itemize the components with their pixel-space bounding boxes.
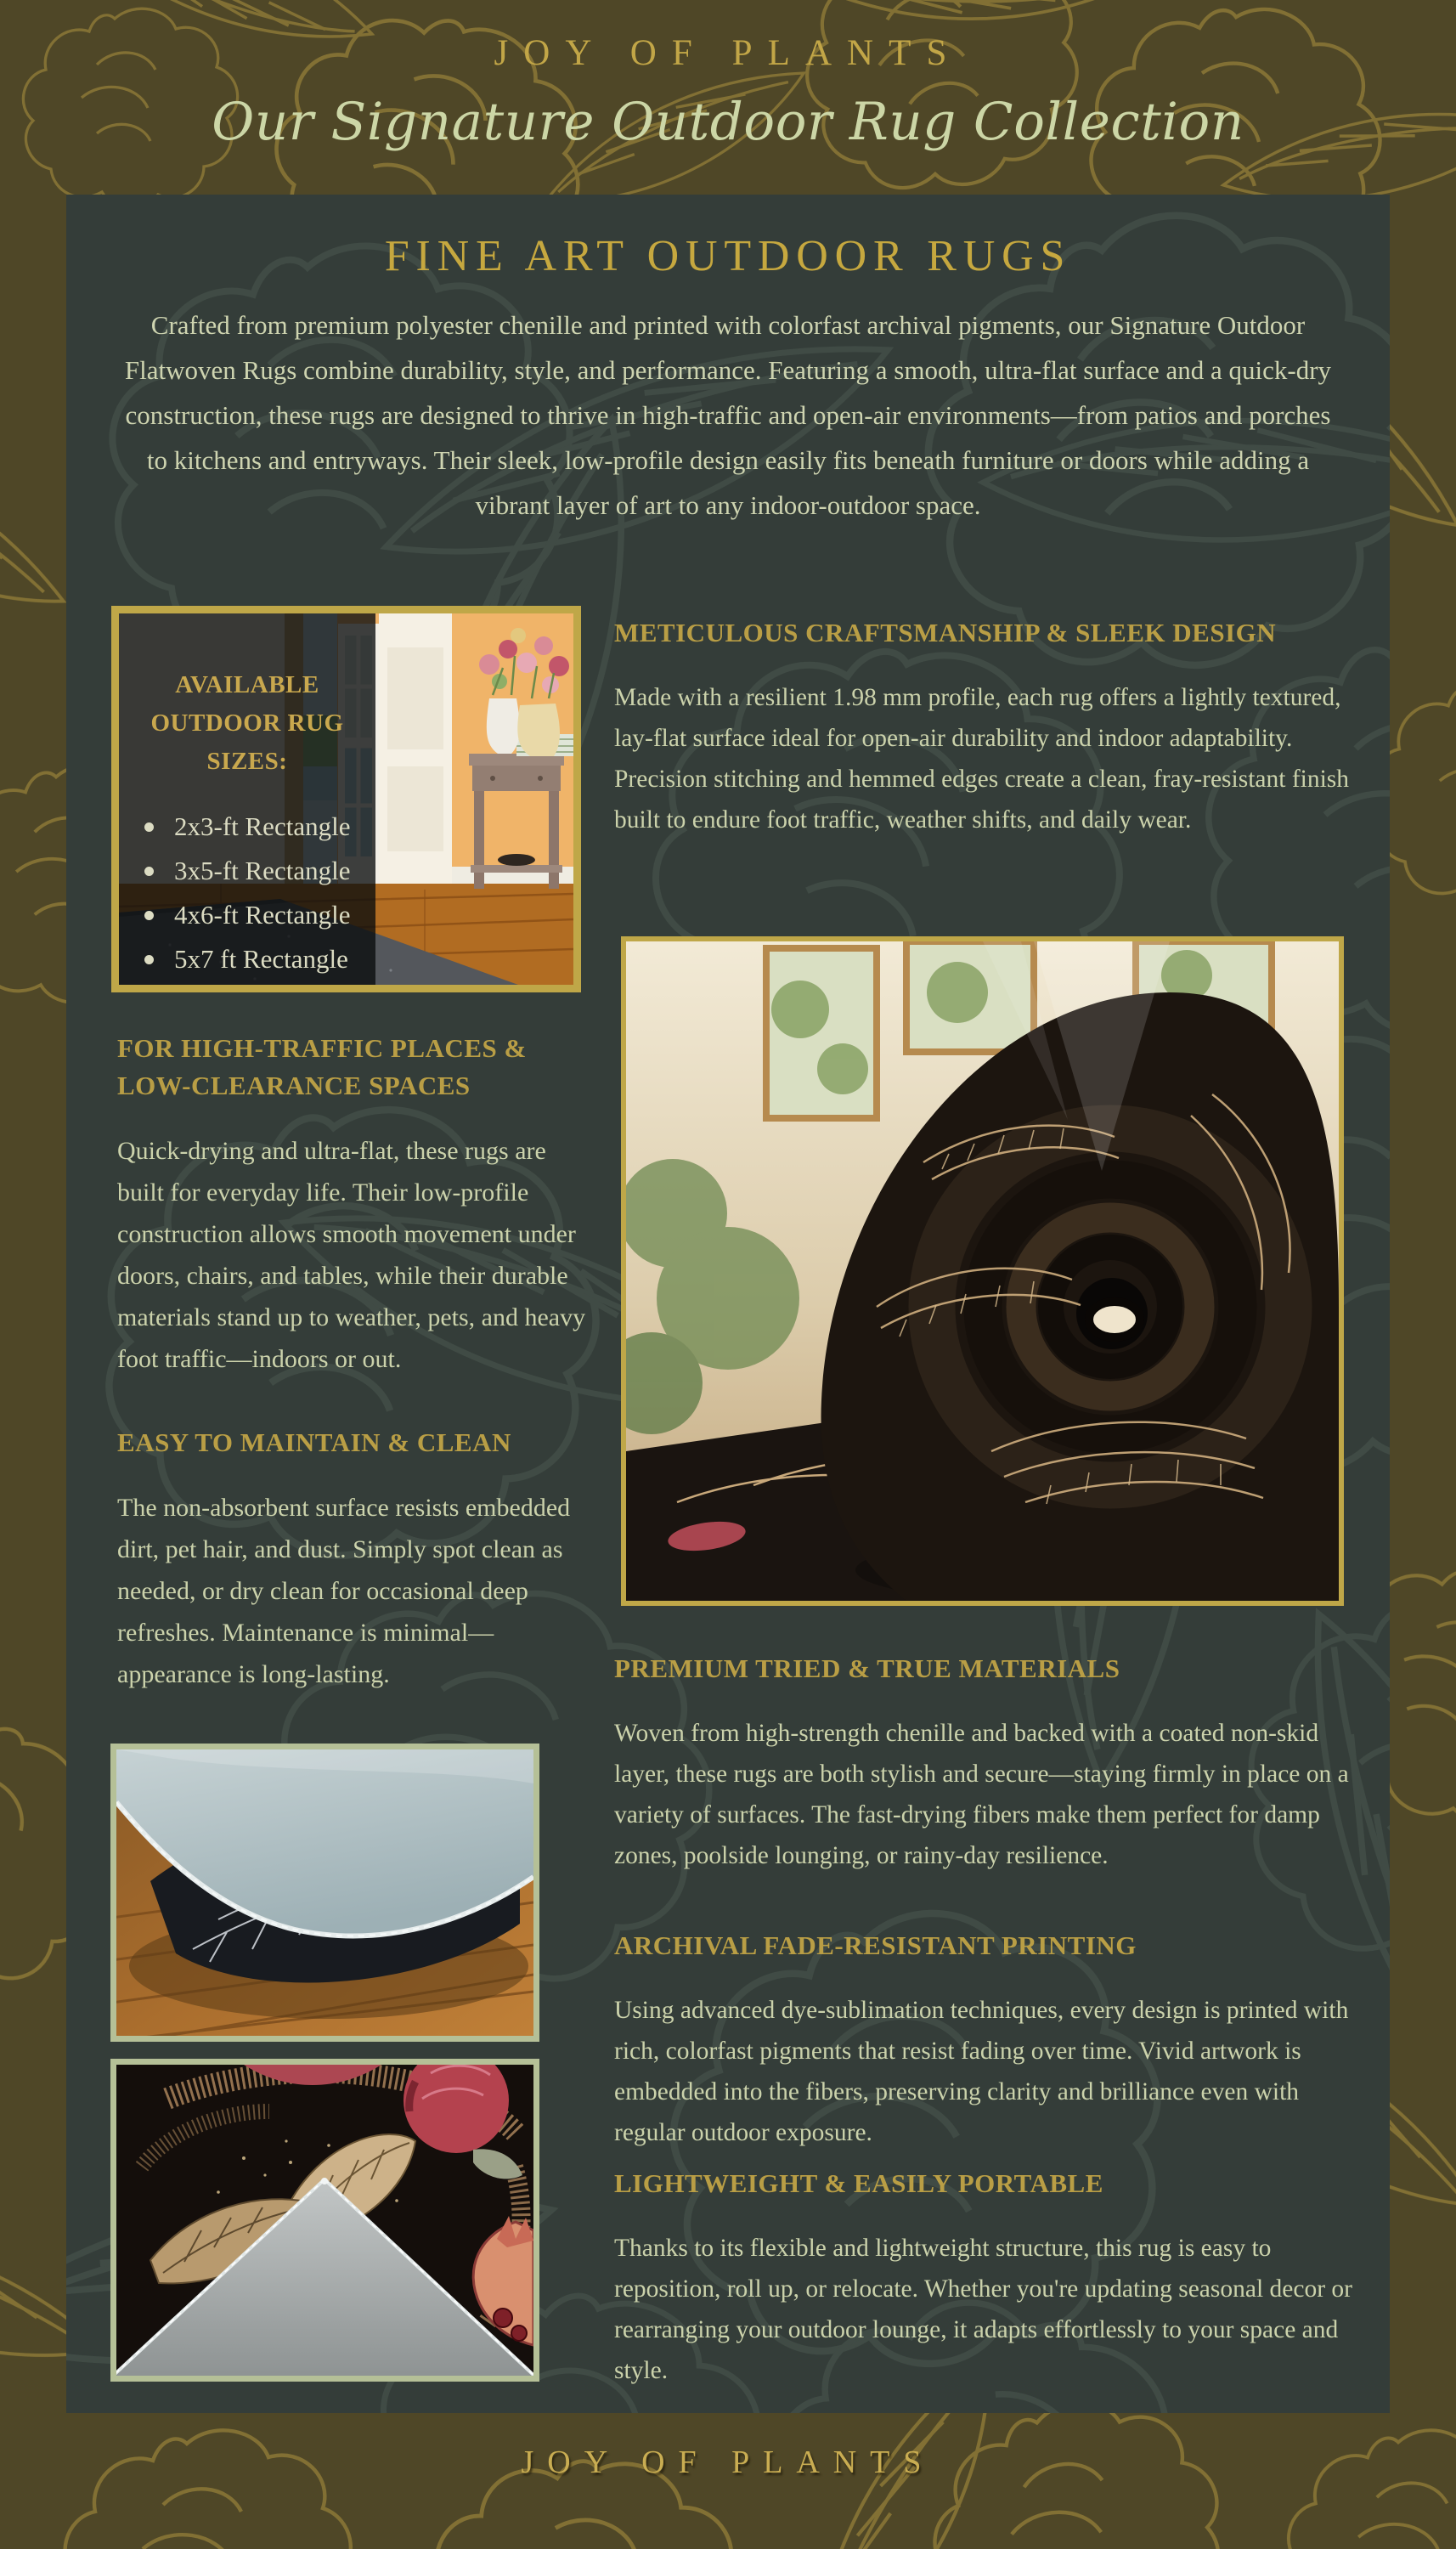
bullet-icon	[144, 867, 154, 876]
section-maintain	[117, 1424, 591, 1695]
section-heading: METICULOUS CRAFTSMANSHIP & SLEEK DESIGN	[614, 618, 1277, 647]
list-item: 2x3-ft Rectangle	[144, 811, 375, 842]
collection-subtitle: Our Signature Outdoor Rug Collection	[212, 92, 1244, 152]
section-heading: PREMIUM TRIED & TRUE MATERIALS	[614, 1653, 1120, 1683]
list-item: 5x7 ft Rectangle	[144, 944, 375, 975]
bullet-icon	[144, 955, 154, 964]
intro-paragraph: Crafted from premium polyester chenille and printed with colorfast archival pigments, our Signature Outdoor Flatwoven Rugs combine durability, style, and performance. Featuring a smooth, ultra-flat surface and a quick-dry construction, these rugs are designed to thrive in high-traffic and open-air environments—from patios and porches to kitchens and entryways. Their sleek, low-profile design easily fits beneath furniture or doors while adding a vibrant layer of art to any indoor-outdoor space.	[124, 310, 1332, 520]
section-body: Made with a resilient 1.98 mm profile, each rug offers a lightly textured, lay-flat surface ideal for open-air durability and indoor adaptability. Precision stitching and hemmed edges create a clean, fray-resistant finish built to endure foot traffic, weather shifts, and daily wear.	[614, 684, 1350, 834]
bullet-icon	[144, 822, 154, 832]
sizes-card	[111, 606, 581, 992]
section-heading: EASY TO MAINTAIN & CLEAN	[117, 1427, 511, 1457]
list-item: 3x5-ft Rectangle	[144, 856, 375, 886]
folded-corner-photo	[116, 1749, 533, 2036]
section-printing	[614, 1927, 1370, 2153]
page-title: FINE ART OUTDOOR RUGS	[384, 232, 1072, 280]
rolled-rug-photo-card	[621, 936, 1344, 1606]
pomegranate-rug-photo	[116, 2065, 533, 2376]
section-body: Thanks to its flexible and lightweight structure, this rug is easy to reposition, roll up, or relocate. Whether you're updating seasonal decor or rearranging your outdoor lounge, it adapts effortlessly to your space and style.	[614, 2235, 1352, 2384]
section-heading: ARCHIVAL FADE-RESISTANT PRINTING	[614, 1930, 1137, 1960]
section-body: The non-absorbent surface resists embedded dirt, pet hair, and dust. Simply spot clean as needed, or dry clean for occasional deep refreshes. Maintenance is minimal—appearance is long-lasting.	[117, 1494, 571, 1688]
sizes-title: AVAILABLE OUTDOOR RUG SIZES:	[150, 671, 344, 775]
folded-corner-photo-card	[110, 1744, 539, 2042]
pomegranate-rug-photo-card	[110, 2059, 539, 2382]
section-body: Woven from high-strength chenille and backed with a coated non-skid layer, these rugs are both stylish and secure—staying firmly in place on a variety of surfaces. The fast-drying fibers make them perfect for damp zones, poolside lounging, or rainy-day resilience.	[614, 1720, 1349, 1869]
list-item: 4x6-ft Rectangle	[144, 900, 375, 930]
section-craftsmanship	[614, 614, 1370, 840]
section-body: Quick-drying and ultra-flat, these rugs are built for everyday life. Their low-profile construction allows smooth movement under doors, chairs, and tables, while their durable materials stand up to weather, pets, and heavy foot traffic—indoors or out.	[117, 1137, 586, 1373]
section-body: Using advanced dye-sublimation techniques, every design is printed with rich, colorfast pigments that resist fading over time. Vivid artwork is embedded into the fibers, preserving clarity and brilliance even with regular outdoor exposure.	[614, 1997, 1349, 2146]
section-portable	[614, 2165, 1370, 2391]
section-high-traffic	[117, 1030, 591, 1380]
section-materials	[614, 1650, 1370, 1876]
sizes-overlay	[119, 613, 375, 985]
section-heading: FOR HIGH-TRAFFIC PLACES & LOW-CLEARANCE SPACES	[117, 1033, 527, 1100]
section-heading: LIGHTWEIGHT & EASILY PORTABLE	[614, 2168, 1103, 2198]
rolled-rug-photo	[626, 941, 1339, 1601]
brand-wordmark-top: JOY OF PLANTS	[494, 33, 962, 73]
bullet-icon	[144, 911, 154, 920]
brand-wordmark-bottom: JOY OF PLANTS	[521, 2444, 935, 2480]
sizes-list	[144, 811, 375, 975]
